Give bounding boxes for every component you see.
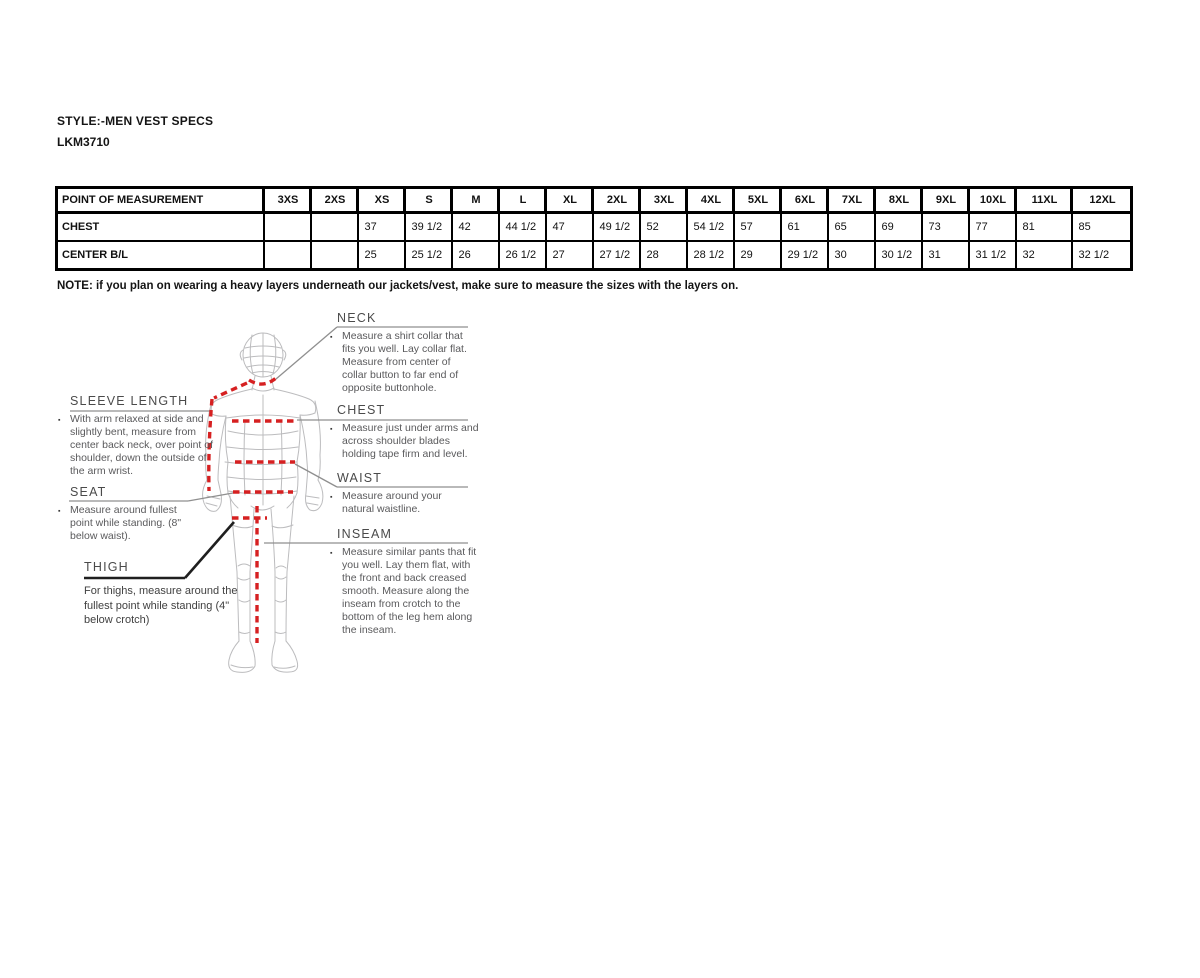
cell: 77 [969,213,1016,242]
cell: 29 [734,241,781,270]
cell: 81 [1016,213,1072,242]
cell: 73 [922,213,969,242]
cell [264,241,311,270]
label-inseam: INSEAM [337,527,393,541]
bullet-square-icon: ▪ [330,334,333,341]
label-neck: NECK [337,311,377,325]
desc-neck: ▪ Measure a shirt collar that fits you well. Lay collar flat. Measure from center of collar button to far end of opposite buttonhole. [330,330,467,394]
bullet-square-icon: ▪ [330,550,333,557]
cell: 25 1/2 [405,241,452,270]
cell: 37 [358,213,405,242]
cell: 28 1/2 [687,241,734,270]
col-size: 8XL [875,188,922,213]
col-size: 2XL [593,188,640,213]
col-size: S [405,188,452,213]
table-row-chest [57,213,1132,242]
col-size: 7XL [828,188,875,213]
cell: 54 1/2 [687,213,734,242]
style-title: STYLE:-MEN VEST SPECS [57,114,214,128]
cell: 44 1/2 [499,213,546,242]
cell [264,213,311,242]
cell: 26 1/2 [499,241,546,270]
desc-sleeve-length: ▪ With arm relaxed at side and slightly bent, measure from center back neck, over point of shoulder, down the outside of the arm wrist. [58,413,213,477]
cell: 30 [828,241,875,270]
cell: 32 [1016,241,1072,270]
cell: 39 1/2 [405,213,452,242]
size-header-row [57,188,1132,213]
row-label: CENTER B/L [57,241,264,270]
cell: 69 [875,213,922,242]
style-code: LKM3710 [57,135,110,149]
col-size: XL [546,188,593,213]
row-label: CHEST [57,213,264,242]
cell: 28 [640,241,687,270]
col-size: 11XL [1016,188,1072,213]
label-waist: WAIST [337,471,383,485]
col-size: 9XL [922,188,969,213]
desc-inseam: ▪ Measure similar pants that fit you well. Lay them flat, with the front and back creased smooth. Measure along the inseam from crotch to the bottom of the leg hem along the inseam. [330,546,477,636]
col-size: XS [358,188,405,213]
cell: 61 [781,213,828,242]
cell: 31 [922,241,969,270]
col-size: 6XL [781,188,828,213]
col-size: M [452,188,499,213]
cell: 27 [546,241,593,270]
label-chest: CHEST [337,403,386,417]
cell: 25 [358,241,405,270]
cell: 42 [452,213,499,242]
bullet-square-icon: ▪ [330,426,333,433]
cell: 49 1/2 [593,213,640,242]
cell: 27 1/2 [593,241,640,270]
bullet-square-icon: ▪ [58,508,61,515]
cell: 85 [1072,213,1132,242]
col-size: 5XL [734,188,781,213]
col-size: 3XS [264,188,311,213]
table-row-center-bl [57,241,1132,270]
bullet-square-icon: ▪ [58,417,61,424]
col-size: L [499,188,546,213]
desc-thigh: For thighs, measure around the fullest point while standing (4" below crotch) [84,585,238,626]
desc-seat: ▪ Measure around fullest point while standing. (8" below waist). [58,504,182,542]
label-thigh: THIGH [84,560,129,574]
size-chart-table [55,186,1133,271]
label-sleeve-length: SLEEVE LENGTH [70,394,189,408]
cell: 32 1/2 [1072,241,1132,270]
desc-waist: ▪ Measure around your natural waistline. [330,490,442,515]
cell [311,213,358,242]
cell: 52 [640,213,687,242]
desc-chest: ▪ Measure just under arms and across shoulder blades holding tape firm and level. [330,422,479,460]
cell [311,241,358,270]
note-text: NOTE: if you plan on wearing a heavy layers underneath our jackets/vest, make sure to measure the sizes with the layers on. [57,280,739,292]
cell: 57 [734,213,781,242]
col-point-of-measurement: POINT OF MEASUREMENT [57,188,264,213]
col-size: 3XL [640,188,687,213]
col-size: 12XL [1072,188,1132,213]
cell: 65 [828,213,875,242]
col-size: 10XL [969,188,1016,213]
bullet-square-icon: ▪ [330,494,333,501]
cell: 29 1/2 [781,241,828,270]
cell: 30 1/2 [875,241,922,270]
col-size: 2XS [311,188,358,213]
cell: 31 1/2 [969,241,1016,270]
cell: 26 [452,241,499,270]
col-size: 4XL [687,188,734,213]
label-seat: SEAT [70,485,107,499]
cell: 47 [546,213,593,242]
